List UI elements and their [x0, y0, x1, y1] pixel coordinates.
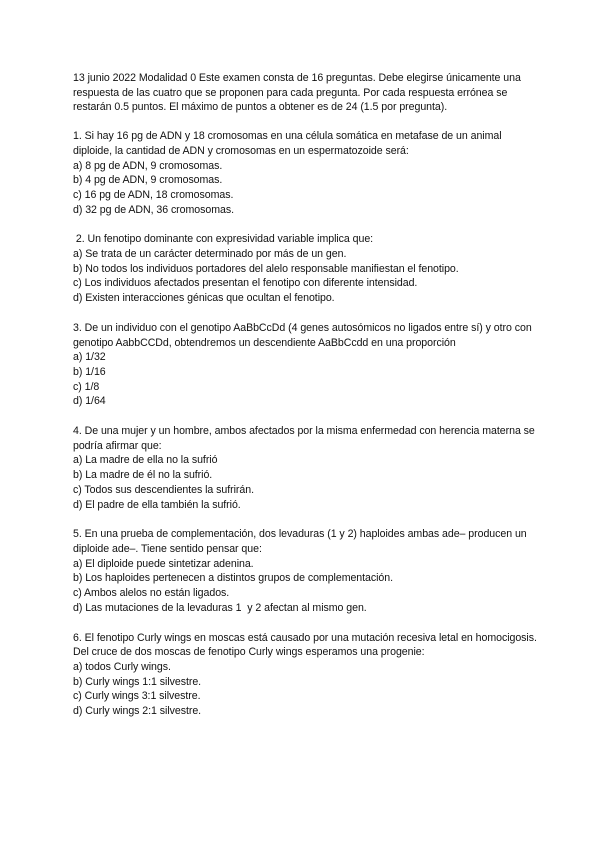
- exam-content: [73, 71, 543, 734]
- answer-option-c: c) Los individuos afectados presentan el fenotipo con diferente intensidad.: [73, 277, 418, 290]
- answer-option-a: a) todos Curly wings.: [73, 660, 171, 673]
- question-stem: 2. Un fenotipo dominante con expresividad variable implica que:: [73, 233, 374, 246]
- question-stem: 1. Si hay 16 pg de ADN y 18 cromosomas en una célula somática en metafase de un animal diploide, la cantidad de ADN y cromosomas en un espermatozoide será:: [73, 130, 502, 157]
- answer-option-d: d) Las mutaciones de la levaduras 1 y 2 afectan al mismo gen.: [73, 601, 367, 614]
- answer-option-a: a) 1/32: [73, 351, 106, 364]
- question-6: [73, 631, 543, 719]
- question-3: [73, 321, 543, 409]
- answer-option-a: a) 8 pg de ADN, 9 cromosomas.: [73, 159, 223, 172]
- answer-option-d: d) Existen interacciones génicas que ocultan el fenotipo.: [73, 292, 335, 305]
- question-2: [73, 232, 543, 306]
- question-stem: 5. En una prueba de complementación, dos levaduras (1 y 2) haploides ambas ade– producen un diploide ade–. Tiene sentido pensar que:: [73, 528, 527, 555]
- answer-option-b: b) La madre de él no la sufrió.: [73, 469, 213, 482]
- answer-option-c: c) Ambos alelos no están ligados.: [73, 587, 230, 600]
- exam-instructions: 13 junio 2022 Modalidad 0 Este examen consta de 16 preguntas. Debe elegirse únicamente una respuesta de las cuatro que se proponen para cada pregunta. Por cada respuesta errónea se restarán 0.5 puntos. El máximo de puntos a obtener es de 24 (1.5 por pregunta).: [73, 72, 521, 114]
- answer-option-a: a) La madre de ella no la sufrió: [73, 454, 218, 467]
- answer-option-c: c) Curly wings 3:1 silvestre.: [73, 690, 201, 703]
- question-stem: 3. De un individuo con el genotipo AaBbCcDd (4 genes autosómicos no ligados entre sí) y otro con genotipo AabbCCDd, obtendremos un descendiente AaBbCcdd en una proporción: [73, 321, 532, 349]
- answer-option-d: d) 32 pg de ADN, 36 cromosomas.: [73, 203, 234, 216]
- answer-option-c: c) 16 pg de ADN, 18 cromosomas.: [73, 188, 234, 201]
- question-stem: 4. De una mujer y un hombre, ambos afectados por la misma enfermedad con herencia materna se podría afirmar que:: [73, 425, 535, 452]
- answer-option-d: d) 1/64: [73, 395, 106, 408]
- answer-option-b: b) Los haploides pertenecen a distintos grupos de complementación.: [73, 572, 394, 585]
- answer-option-b: b) Curly wings 1:1 silvestre.: [73, 675, 202, 688]
- answer-option-d: d) El padre de ella también la sufrió.: [73, 498, 241, 511]
- answer-option-c: c) 1/8: [73, 380, 100, 393]
- answer-option-c: c) Todos sus descendientes la sufrirán.: [73, 483, 254, 496]
- answer-option-b: b) 4 pg de ADN, 9 cromosomas.: [73, 174, 223, 187]
- answer-option-a: a) El diploide puede sintetizar adenina.: [73, 557, 254, 570]
- answer-option-b: b) 1/16: [73, 365, 106, 378]
- question-5: [73, 527, 543, 615]
- question-4: [73, 424, 543, 512]
- question-stem: 6. El fenotipo Curly wings en moscas está causado por una mutación recesiva letal en homocigosis. Del cruce de dos moscas de fenotipo Curly wings esperamos una progenie:: [73, 631, 537, 659]
- question-1: [73, 129, 543, 217]
- answer-option-a: a) Se trata de un carácter determinado por más de un gen.: [73, 248, 347, 261]
- answer-option-d: d) Curly wings 2:1 silvestre.: [73, 705, 202, 718]
- answer-option-b: b) No todos los individuos portadores del alelo responsable manifiestan el fenotipo.: [73, 262, 459, 275]
